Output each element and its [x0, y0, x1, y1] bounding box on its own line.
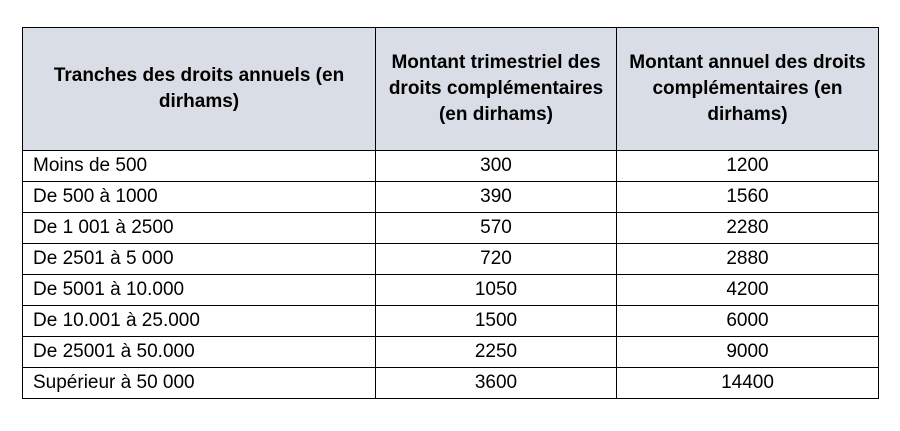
header-montant-annuel: Montant annuel des droits complémentaires (en dirhams) — [617, 28, 879, 151]
cell-tranche: De 2501 à 5 000 — [23, 244, 376, 275]
cell-trimestriel: 1500 — [376, 306, 617, 337]
header-montant-trimestriel: Montant trimestriel des droits complémentaires (en dirhams) — [376, 28, 617, 151]
cell-tranche: De 500 à 1000 — [23, 182, 376, 213]
cell-tranche: De 25001 à 50.000 — [23, 337, 376, 368]
table-header — [23, 28, 879, 151]
cell-trimestriel: 720 — [376, 244, 617, 275]
cell-tranche: Moins de 500 — [23, 151, 376, 182]
cell-trimestriel: 1050 — [376, 275, 617, 306]
cell-tranche: Supérieur à 50 000 — [23, 368, 376, 399]
cell-tranche: De 1 001 à 2500 — [23, 213, 376, 244]
table-row — [23, 213, 879, 244]
table-row — [23, 275, 879, 306]
cell-trimestriel: 2250 — [376, 337, 617, 368]
table-row — [23, 306, 879, 337]
cell-annuel: 2280 — [617, 213, 879, 244]
table-row — [23, 182, 879, 213]
cell-tranche: De 5001 à 10.000 — [23, 275, 376, 306]
cell-trimestriel: 390 — [376, 182, 617, 213]
table-row — [23, 368, 879, 399]
cell-annuel: 9000 — [617, 337, 879, 368]
cell-tranche: De 10.001 à 25.000 — [23, 306, 376, 337]
table-row — [23, 244, 879, 275]
cell-trimestriel: 3600 — [376, 368, 617, 399]
cell-trimestriel: 300 — [376, 151, 617, 182]
header-tranches: Tranches des droits annuels (en dirhams) — [23, 28, 376, 151]
cell-trimestriel: 570 — [376, 213, 617, 244]
table-row — [23, 337, 879, 368]
table-body — [23, 151, 879, 399]
droits-table-container — [22, 27, 878, 399]
cell-annuel: 1560 — [617, 182, 879, 213]
droits-table — [22, 27, 879, 399]
cell-annuel: 1200 — [617, 151, 879, 182]
header-row — [23, 28, 879, 151]
cell-annuel: 6000 — [617, 306, 879, 337]
cell-annuel: 4200 — [617, 275, 879, 306]
cell-annuel: 2880 — [617, 244, 879, 275]
table-row — [23, 151, 879, 182]
cell-annuel: 14400 — [617, 368, 879, 399]
